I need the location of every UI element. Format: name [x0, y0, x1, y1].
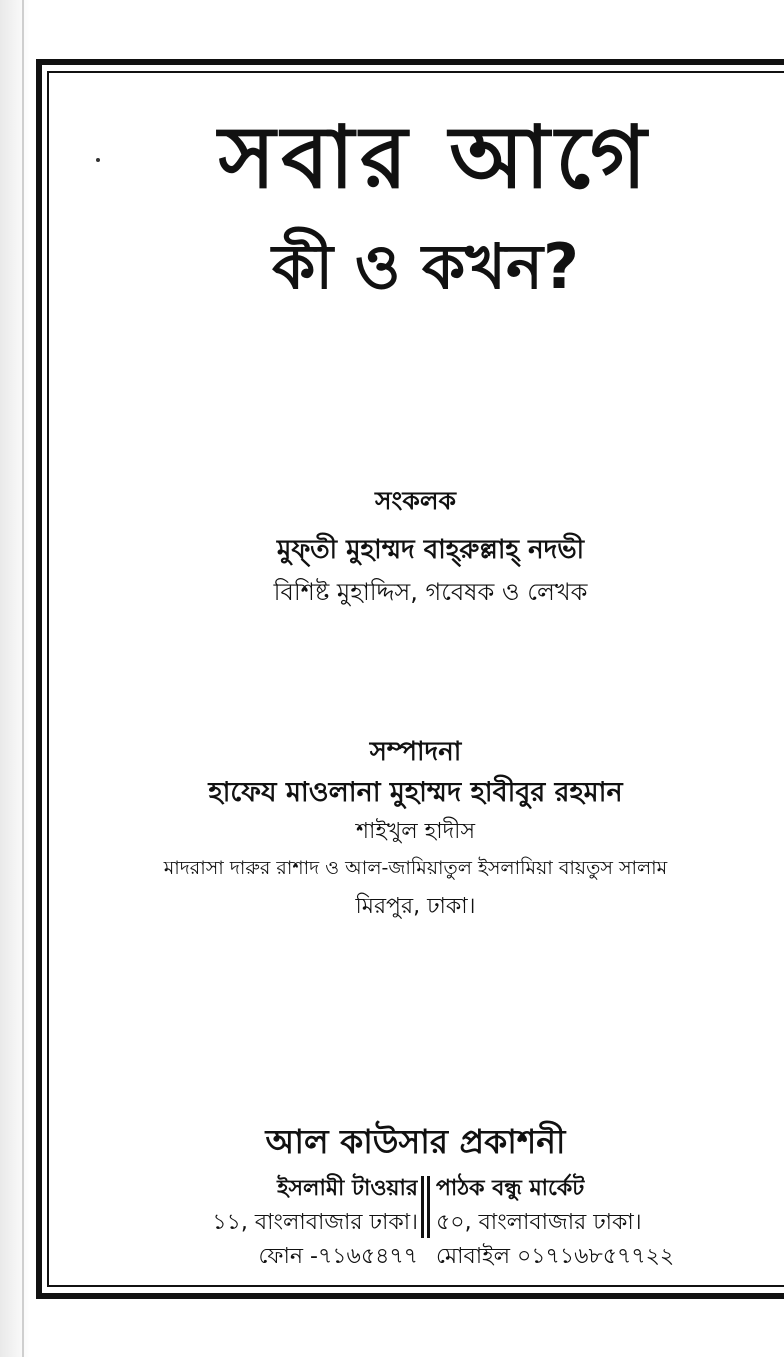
publisher-address-left — [100, 1172, 418, 1278]
compiler-role: বিশিষ্ট মুহাদ্দিস, গবেষক ও লেখক — [273, 578, 588, 606]
left-address: ১১, বাংলাবাজার ঢাকা। — [212, 1210, 418, 1235]
compiler-label: সংকলক — [375, 486, 456, 515]
scan-edge-line — [22, 0, 24, 1357]
editor-place: মিরপুর, ঢাকা। — [355, 894, 476, 919]
publisher-name: আল কাউসার প্রকাশনী — [265, 1122, 566, 1161]
publisher-address-right — [436, 1172, 756, 1278]
right-mobile: মোবাইল ০১৭১৬৮৫৭৭২২ — [436, 1244, 675, 1269]
compiler-name: মুফ্‌তী মুহাম্মদ বাহ্‌রুল্লাহ্‌ নদভী — [276, 535, 585, 565]
editor-name: হাফেয মাওলানা মুহাম্মদ হাবীবুর রহমান — [208, 777, 623, 808]
book-title: সবার আগে — [218, 108, 653, 208]
left-building: ইসলামী টাওয়ার — [277, 1176, 418, 1201]
editor-label: সম্পাদনা — [369, 737, 462, 767]
scan-edge — [0, 0, 30, 1357]
address-divider-left — [421, 1176, 424, 1238]
book-subtitle: কী ও কখন? — [272, 230, 579, 303]
editor-title: শাইখুল হাদীস — [356, 819, 475, 844]
right-building: পাঠক বন্ধু মার্কেট — [436, 1176, 585, 1201]
right-address: ৫০, বাংলাবাজার ঢাকা। — [436, 1210, 642, 1235]
address-divider-right — [427, 1176, 430, 1238]
editor-institution: মাদরাসা দারুর রাশাদ ও আল-জামিয়াতুল ইসলামিয়া বায়তুস সালাম — [163, 857, 668, 879]
left-phone: ফোন -৭১৬৫৪৭৭ — [258, 1244, 418, 1269]
